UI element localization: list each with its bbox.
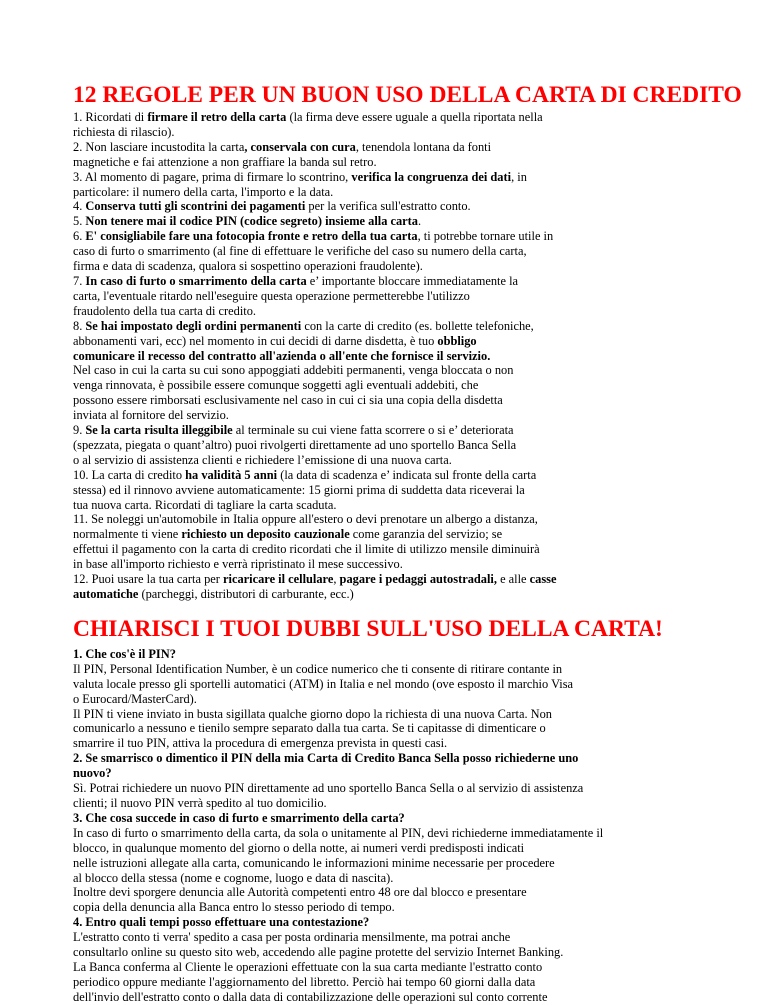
text-line xyxy=(73,990,753,1005)
text-line xyxy=(73,155,753,170)
text-segment: 7. xyxy=(73,273,86,288)
text-segment: valuta locale presso gli sportelli automatici (ATM) in Italia e nel mondo (ove esposto il marchio Visa xyxy=(73,676,574,691)
text-segment: 10. La carta di credito xyxy=(73,467,186,482)
text-segment: richiesta di rilascio). xyxy=(73,124,175,139)
text-segment: fraudolento della tua carta di credito. xyxy=(73,303,257,318)
text-segment: (la firma deve essere uguale a quella riportata nella xyxy=(286,110,543,124)
text-segment: comunicarlo a nessuno e tienilo sempre separato dalla tua carta. Se ti capitasse di dimenticare o xyxy=(73,721,546,736)
bold-text: nuovo? xyxy=(73,766,112,781)
text-line xyxy=(73,512,753,527)
text-segment: clienti; il nuovo PIN verrà spedito al tuo domicilio. xyxy=(73,795,327,810)
text-line xyxy=(73,677,753,692)
text-segment: , tenendola lontana da fonti xyxy=(355,139,492,154)
text-line xyxy=(73,468,753,483)
document xyxy=(73,82,753,1005)
text-segment: Sì. Potrai richiedere un nuovo PIN direttamente ad uno sportello Banca Sella o al servizio di assistenza xyxy=(73,781,584,796)
section-2-body xyxy=(73,647,753,1005)
text-segment: . xyxy=(418,214,422,229)
text-segment: e’ importante bloccare immediatamente la xyxy=(306,273,519,288)
text-line xyxy=(73,349,753,364)
bold-text: ricaricare il cellulare xyxy=(223,572,334,587)
text-line xyxy=(73,319,753,334)
section-2-title: CHIARISCI I TUOI DUBBI SULL'USO DELLA CARTA! xyxy=(73,615,663,642)
bold-text: Conserva tutti gli scontrini dei pagamenti xyxy=(85,199,306,214)
text-line xyxy=(73,647,753,662)
text-line xyxy=(73,856,753,871)
text-segment: 11. Se noleggi un'automobile in Italia oppure all'estero o devi prenotare un albergo a distanza, xyxy=(73,512,538,527)
text-segment: o al servizio di assistenza clienti e richiedere l’emissione di una nuova carta. xyxy=(73,452,452,467)
text-line xyxy=(73,408,753,423)
text-segment: copia della denuncia alla Banca entro lo stesso periodo di tempo. xyxy=(73,900,395,915)
text-segment: per la verifica sull'estratto conto. xyxy=(305,199,471,214)
text-line xyxy=(73,542,753,557)
text-segment: L'estratto conto ti verra' spedito a casa per posta ordinaria mensilmente, ma potrai anche xyxy=(73,930,511,945)
text-segment: Il PIN ti viene inviato in busta sigillata qualche giorno dopo la richiesta di una nuova Carta. Non xyxy=(73,706,552,721)
text-line xyxy=(73,140,753,155)
section-1-title: 12 REGOLE PER UN BUON USO DELLA CARTA DI CREDITO xyxy=(73,82,742,108)
bold-text: Non tenere mai il codice PIN (codice segreto) insieme alla carta xyxy=(85,214,419,229)
text-segment: inviata al fornitore del servizio. xyxy=(73,408,229,423)
text-line xyxy=(73,304,753,319)
text-segment: 4. xyxy=(73,199,86,214)
text-line xyxy=(73,871,753,886)
bold-text: Se hai impostato degli ordini permanenti xyxy=(85,318,302,333)
bold-text: casse xyxy=(529,572,557,587)
bold-text: E' consigliabile fare una fotocopia fronte e retro della tua carta xyxy=(85,229,418,244)
bold-text: verifica la congruenza dei dati xyxy=(351,169,512,184)
text-segment: con la carte di credito (es. bollette telefoniche, xyxy=(301,318,534,333)
text-line xyxy=(73,483,753,498)
text-line xyxy=(73,960,753,975)
text-line xyxy=(73,692,753,707)
bold-text: automatiche xyxy=(73,587,139,601)
text-segment: 6. xyxy=(73,229,86,244)
text-line xyxy=(73,423,753,438)
text-line xyxy=(73,781,753,796)
text-segment: consultarlo online su questo sito web, accedendo alle pagine protette del servizio Internet Banking. xyxy=(73,945,564,960)
text-segment: Il PIN, Personal Identification Number, è un codice numerico che ti consente di ritirare contante in xyxy=(73,661,563,676)
text-segment: 9. xyxy=(73,423,86,438)
text-segment: carta, l'eventuale ritardo nell'eseguire questa operazione permetterebbe l'utilizzo xyxy=(73,288,470,303)
text-segment: nelle istruzioni allegate alla carta, comunicando le informazioni minime necessarie per procedere xyxy=(73,855,555,870)
text-segment: (la data di scadenza e’ indicata sul fronte della carta xyxy=(277,467,537,482)
text-line xyxy=(73,259,753,274)
text-segment: effettui il pagamento con la carta di credito ricordati che il limite di utilizzo mensile diminuirà xyxy=(73,542,540,557)
text-line xyxy=(73,170,753,185)
text-segment: o Eurocard/MasterCard). xyxy=(73,691,197,706)
text-segment: particolare: il numero della carta, l'importo e la data. xyxy=(73,184,334,199)
text-line xyxy=(73,498,753,513)
text-line xyxy=(73,557,753,572)
text-line xyxy=(73,244,753,259)
text-line xyxy=(73,438,753,453)
bold-text: , conservala con cura xyxy=(244,139,356,154)
text-segment: possono essere rimborsati esclusivamente nel caso in cui ci sia una copia della disdetta xyxy=(73,393,503,408)
bold-text: 2. Se smarrisco o dimentico il PIN della mia Carta di Credito Banca Sella posso richiederne uno xyxy=(73,751,579,766)
text-segment: magnetiche e fai attenzione a non graffiare la banda sul retro. xyxy=(73,154,377,169)
text-line xyxy=(73,587,753,602)
bold-text: ha validità 5 anni xyxy=(185,467,278,482)
text-segment: (spezzata, piegata o quant’altro) puoi rivolgerti direttamente ad uno sportello Banca Sella xyxy=(73,437,517,452)
text-segment: blocco, in qualunque momento del giorno o della notte, ai numeri verdi predisposti indicati xyxy=(73,840,525,855)
text-line xyxy=(73,572,753,587)
text-segment: Inoltre devi sporgere denuncia alle Autorità competenti entro 48 ore dal blocco e presentare xyxy=(73,885,527,900)
text-segment: 1. Ricordati di xyxy=(73,110,148,124)
text-segment: caso di furto o smarrimento (al fine di effettuare le verifiche del caso su numero della carta, xyxy=(73,244,527,259)
text-line xyxy=(73,393,753,408)
bold-text: obbligo xyxy=(437,333,477,348)
text-segment: periodico oppure mediante l'aggiornamento del libretto. Perciò hai tempo 60 giorni dalla data xyxy=(73,974,536,989)
text-segment: smarrire il tuo PIN, attiva la procedura di emergenza prevista in questi casi. xyxy=(73,736,448,751)
text-segment: abbonamenti vari, ecc) nel momento in cui decidi di darne disdetta, è tuo xyxy=(73,333,438,348)
text-segment: 8. xyxy=(73,318,86,333)
text-segment: e alle xyxy=(496,572,530,587)
bold-text: 4. Entro quali tempi posso effettuare una contestazione? xyxy=(73,915,370,930)
text-line xyxy=(73,900,753,915)
text-segment: 12. Puoi usare la tua carta per xyxy=(73,572,224,587)
text-segment: , in xyxy=(511,169,527,184)
text-segment: 5. xyxy=(73,214,86,229)
text-segment: 2. Non lasciare incustodita la carta xyxy=(73,139,245,154)
section-1-body xyxy=(73,110,753,602)
text-line xyxy=(73,363,753,378)
text-line xyxy=(73,378,753,393)
text-segment: In caso di furto o smarrimento della carta, da sola o unitamente al PIN, devi richiederne immediatamente il xyxy=(73,825,604,840)
bold-text: firmare il retro della carta xyxy=(147,110,287,124)
text-line xyxy=(73,453,753,468)
text-segment: , ti potrebbe tornare utile in xyxy=(417,229,554,244)
bold-text: Se la carta risulta illeggibile xyxy=(85,423,233,438)
text-line xyxy=(73,811,753,826)
bold-text: pagare i pedaggi autostradali, xyxy=(339,572,497,587)
bold-text: richiesto un deposito cauzionale xyxy=(181,527,350,542)
text-line xyxy=(73,766,753,781)
bold-text: In caso di furto o smarrimento della carta xyxy=(85,273,307,288)
text-segment: come garanzia del servizio; se xyxy=(349,527,503,542)
text-line xyxy=(73,915,753,930)
text-segment: Nel caso in cui la carta su cui sono appoggiati addebiti permanenti, venga bloccata o non xyxy=(73,363,514,378)
text-line xyxy=(73,707,753,722)
text-segment: 3. Al momento di pagare, prima di firmare lo scontrino, xyxy=(73,169,352,184)
text-segment: in base all'importo richiesto e verrà ripristinato il mese successivo. xyxy=(73,557,403,572)
text-line xyxy=(73,214,753,229)
text-segment: al terminale su cui viene fatta scorrere o si e’ deteriorata xyxy=(232,423,514,438)
text-line xyxy=(73,274,753,289)
text-line xyxy=(73,975,753,990)
text-line xyxy=(73,199,753,214)
text-line xyxy=(73,796,753,811)
text-segment: tua nuova carta. Ricordati di tagliare la carta scaduta. xyxy=(73,497,337,512)
text-segment: dell'invio dell'estratto conto o dalla data di contabilizzazione delle operazioni sul conto corrente xyxy=(73,989,548,1004)
text-segment: (parcheggi, distributori di carburante, ecc.) xyxy=(138,587,354,601)
text-segment: , xyxy=(333,572,340,587)
text-line xyxy=(73,662,753,677)
bold-text: 3. Che cosa succede in caso di furto e smarrimento della carta? xyxy=(73,810,405,825)
text-line xyxy=(73,721,753,736)
text-segment: normalmente ti viene xyxy=(73,527,182,542)
text-segment: venga rinnovata, è possibile essere comunque soggetti agli eventuali addebiti, che xyxy=(73,378,479,393)
text-line xyxy=(73,527,753,542)
text-line xyxy=(73,826,753,841)
text-line xyxy=(73,110,753,125)
text-segment: stessa) ed il rinnovo avviene automaticamente: 15 giorni prima di suddetta data riceverai la xyxy=(73,482,525,497)
text-line xyxy=(73,125,753,140)
text-line xyxy=(73,334,753,349)
text-line xyxy=(73,885,753,900)
text-line xyxy=(73,945,753,960)
text-line xyxy=(73,229,753,244)
text-line xyxy=(73,751,753,766)
text-segment: firma e data di scadenza, qualora si sospettino operazioni fraudolente). xyxy=(73,259,423,274)
text-line xyxy=(73,930,753,945)
bold-text: comunicare il recesso del contratto all'azienda o all'ente che fornisce il servizio. xyxy=(73,348,491,363)
text-line xyxy=(73,736,753,751)
text-line xyxy=(73,841,753,856)
text-segment: La Banca conferma al Cliente le operazioni effettuate con la sua carta mediante l'estratto conto xyxy=(73,959,543,974)
text-line xyxy=(73,289,753,304)
text-segment: al blocco della stessa (nome e cognome, luogo e data di nascita). xyxy=(73,870,394,885)
text-line xyxy=(73,185,753,200)
bold-text: 1. Che cos'è il PIN? xyxy=(73,646,176,661)
